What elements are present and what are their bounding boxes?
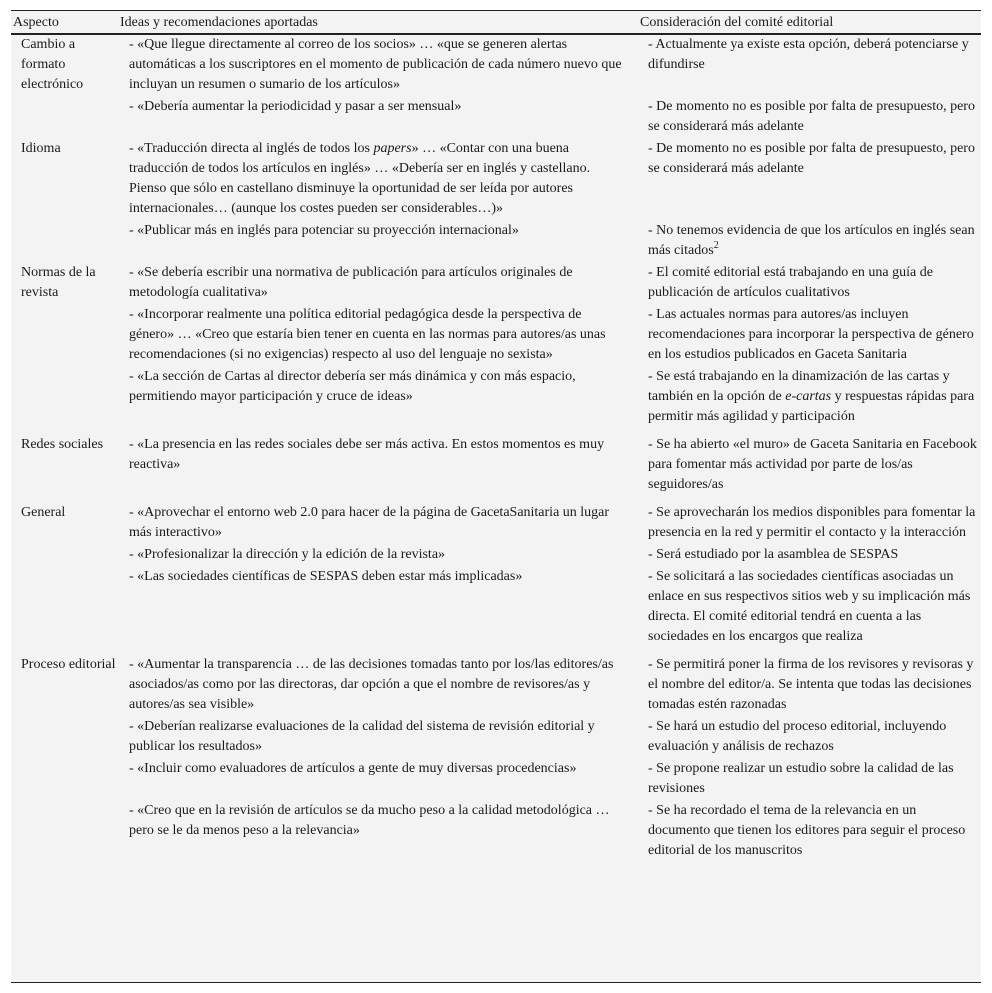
table-header-row [11, 11, 981, 34]
cell-decision: - Se ha abierto «el muro» de Gaceta Sanitaria en Facebook para fomentar más actividad por parte de los/as seguidores/as [648, 437, 977, 492]
table-row [11, 717, 981, 757]
cell-idea: - «La presencia en las redes sociales debe ser más activa. En estos momentos es muy reactiva» [129, 437, 605, 472]
header-aspect: Aspecto [11, 11, 120, 34]
table-row [11, 759, 981, 799]
table-row [11, 367, 981, 427]
cell-decision: - Se está trabajando en la dinamización de las cartas y también en la opción de e-cartas y respuestas rápidas para permitir más agilidad y participación [648, 369, 975, 424]
row-spacer-cell [11, 427, 981, 435]
table-row [11, 801, 981, 861]
cell-idea: - «Deberían realizarse evaluaciones de la calidad del sistema de revisión editorial y publicar los resultados» [129, 719, 595, 754]
cell-aspect: General [21, 505, 66, 520]
cell-decision: - Las actuales normas para autores/as incluyen recomendaciones para incorporar la perspectiva de género en los estudios publicados en Gaceta Sanitaria [648, 307, 974, 362]
row-spacer [11, 647, 981, 655]
table-row [11, 221, 981, 261]
row-spacer-cell [11, 647, 981, 655]
cell-aspect [11, 367, 120, 427]
cell-decision: - Se solicitará a las sociedades científicas asociadas un enlace en sus respectivos sitios web y su implicación más directa. El comité editorial tendrá en cuenta a las sociedades en los encargos que realiza [648, 569, 971, 644]
cell-decision: - Se ha recordado el tema de la relevancia en un documento que tienen los editores para seguir el proceso editorial de los manuscritos [648, 803, 966, 858]
cell-idea: - «Aprovechar el entorno web 2.0 para hacer de la página de GacetaSanitaria un lugar más interactivo» [129, 505, 610, 540]
cell-idea: - «Debería aumentar la periodicidad y pasar a ser mensual» [129, 99, 462, 114]
cell-aspect: Idioma [21, 141, 61, 156]
cell-idea: - «Aumentar la transparencia … de las decisiones tomadas tanto por los/las editores/as asociados/as como por las directoras, dar opción a que el nombre de revisores/as y autores/as sea visible» [129, 657, 614, 712]
cell-idea: - «Incorporar realmente una política editorial pedagógica desde la perspectiva de género» … «Creo que estaría bien tener en cuenta en las normas para autores/as unas recomendaciones (si no exigencias) respecto al uso del lenguaje no sexista» [129, 307, 606, 362]
cell-aspect: Proceso editorial [21, 657, 116, 672]
cell-idea: - «Que llegue directamente al correo de los socios» … «que se generen alertas automáticas a los suscriptores en el momento de publicación de cada número nuevo que incluyan un resumen o sumario de los artículos» [129, 37, 622, 92]
table-row [11, 567, 981, 647]
header-ideas: Ideas y recomendaciones aportadas [120, 11, 630, 34]
table-row [11, 435, 981, 495]
cell-aspect [11, 567, 120, 647]
cell-aspect [11, 717, 120, 757]
table-row [11, 655, 981, 715]
cell-aspect [11, 97, 120, 137]
cell-aspect: Cambio a formato electrónico [21, 37, 84, 92]
editorial-table [11, 11, 981, 861]
table-row [11, 139, 981, 219]
row-spacer-cell [11, 495, 981, 503]
row-spacer [11, 495, 981, 503]
cell-decision: - Se propone realizar un estudio sobre la calidad de las revisiones [648, 761, 954, 796]
cell-decision: - Se permitirá poner la firma de los revisores y revisoras y el nombre del editor/a. Se intenta que todas las decisiones tomadas estén razonadas [648, 657, 974, 712]
table-row [11, 305, 981, 365]
header-decision: Consideración del comité editorial [630, 11, 981, 34]
cell-decision: - De momento no es posible por falta de presupuesto, pero se considerará más adelante [648, 99, 975, 134]
cell-aspect [11, 759, 120, 799]
editorial-table-container [11, 10, 981, 983]
cell-aspect: Redes sociales [21, 437, 104, 452]
cell-decision: - El comité editorial está trabajando en una guía de publicación de artículos cualitativos [648, 265, 933, 300]
cell-aspect: Normas de la revista [21, 265, 96, 300]
cell-decision: - Será estudiado por la asamblea de SESPAS [648, 547, 899, 562]
cell-decision: - Se hará un estudio del proceso editorial, incluyendo evaluación y análisis de rechazos [648, 719, 947, 754]
table-body [11, 34, 981, 861]
cell-decision: - Se aprovecharán los medios disponibles para fomentar la presencia en la red y permitir el contacto y la interacción [648, 505, 976, 540]
cell-decision: - De momento no es posible por falta de presupuesto, pero se considerará más adelante [648, 141, 975, 176]
cell-idea: - «Incluir como evaluadores de artículos a gente de muy diversas procedencias» [129, 761, 577, 776]
cell-idea: - «Publicar más en inglés para potenciar su proyección internacional» [129, 223, 519, 238]
row-spacer [11, 427, 981, 435]
cell-aspect [11, 545, 120, 565]
table-row [11, 97, 981, 137]
table-row [11, 34, 981, 95]
cell-decision: - Actualmente ya existe esta opción, deberá potenciarse y difundirse [648, 37, 969, 72]
cell-idea: - «Creo que en la revisión de artículos se da mucho peso a la calidad metodológica … pero se le da menos peso a la relevancia» [129, 803, 610, 838]
table-row [11, 503, 981, 543]
cell-idea: - «La sección de Cartas al director debería ser más dinámica y con más espacio, permitiendo mayor participación y cruce de ideas» [129, 369, 576, 404]
cell-aspect [11, 801, 120, 861]
cell-aspect [11, 305, 120, 365]
cell-idea: - «Se debería escribir una normativa de publicación para artículos originales de metodología cualitativa» [129, 265, 573, 300]
cell-idea: - «Profesionalizar la dirección y la edición de la revista» [129, 547, 446, 562]
cell-idea: - «Las sociedades científicas de SESPAS deben estar más implicadas» [129, 569, 523, 584]
cell-decision: - No tenemos evidencia de que los artículos en inglés sean más citados$^2$ [648, 223, 975, 258]
table-row [11, 545, 981, 565]
cell-aspect [11, 221, 120, 261]
cell-idea: - «Traducción directa al inglés de todos los papers» … «Contar con una buena traducción de todos los artículos en inglés» … «Debería ser en inglés y castellano. Pienso que sólo en castellano disminuye la oportunidad de ser leída por autores internacionales… (aunque los costes pueden ser considerables…)» [129, 141, 591, 216]
table-row [11, 263, 981, 303]
